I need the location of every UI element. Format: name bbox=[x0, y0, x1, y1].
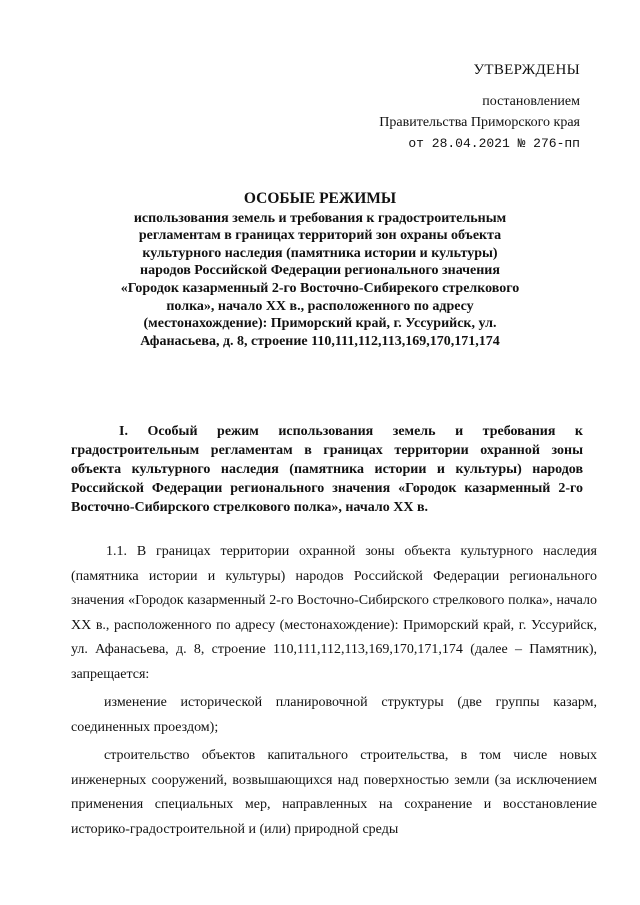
title-subtitle: использования земель и требования к градостроительным регламентам в границах территорий зон охраны объекта культурного наследия (памятника истории и культуры) народов Российской Федерации регионального значения «Городок казарменный 2-го Восточно-Сибирекого стрелкового полка», начало XX в., расположенного по адресу (местонахождение): Приморский край, г. Уссурийск, ул. Афанасьева, д. 8, строение 110,111,112,113,169,170,171,174 bbox=[120, 210, 520, 349]
approval-line-1: постановлением bbox=[482, 94, 580, 109]
paragraph-item-construction: строительство объектов капитального строительства, в том числе новых инженерных сооружений, возвышающихся над поверхностью земли (за исключением применения специальных мер, направленных на сохранение и восстановление историко-градостроительной и (или) природной среды bbox=[71, 748, 597, 837]
approval-heading: УТВЕРЖДЕНЫ bbox=[473, 62, 580, 78]
section-title: I. Особый режим использования земель и требования к градостроительным регламентам в границах территории охранной зоны объекта культурного наследия (памятника истории и культуры) народов Российской Федерации регионального значения «Городок казарменный 2-го Восточно-Сибирского стрелкового полка», начало XX в. bbox=[71, 424, 583, 515]
approval-block bbox=[350, 60, 580, 154]
paragraph-item-planning: изменение исторической планировочной структуры (две группы казарм, соединенных проездом); bbox=[71, 695, 597, 735]
approval-date: от 28.04.2021 № 276-пп bbox=[408, 136, 580, 151]
title-main: ОСОБЫЕ РЕЖИМЫ bbox=[243, 190, 397, 207]
approval-line-2: Правительства Приморского края bbox=[379, 115, 580, 130]
document-title bbox=[120, 190, 520, 350]
paragraph-1-1: 1.1. В границах территории охранной зоны объекта культурного наследия (памятника истории и культуры) народов Российской Федерации регионального значения «Городок казарменный 2-го Восточно-Сибирского стрелкового полка», начало XX в., расположенного по адресу (местонахождение): Приморский край, г. Уссурийск, ул. Афанасьева, д. 8, строение 110,111,112,113,169,170,171,174 (далее – Памятник), запрещается: bbox=[71, 544, 597, 682]
body-text bbox=[71, 540, 597, 846]
